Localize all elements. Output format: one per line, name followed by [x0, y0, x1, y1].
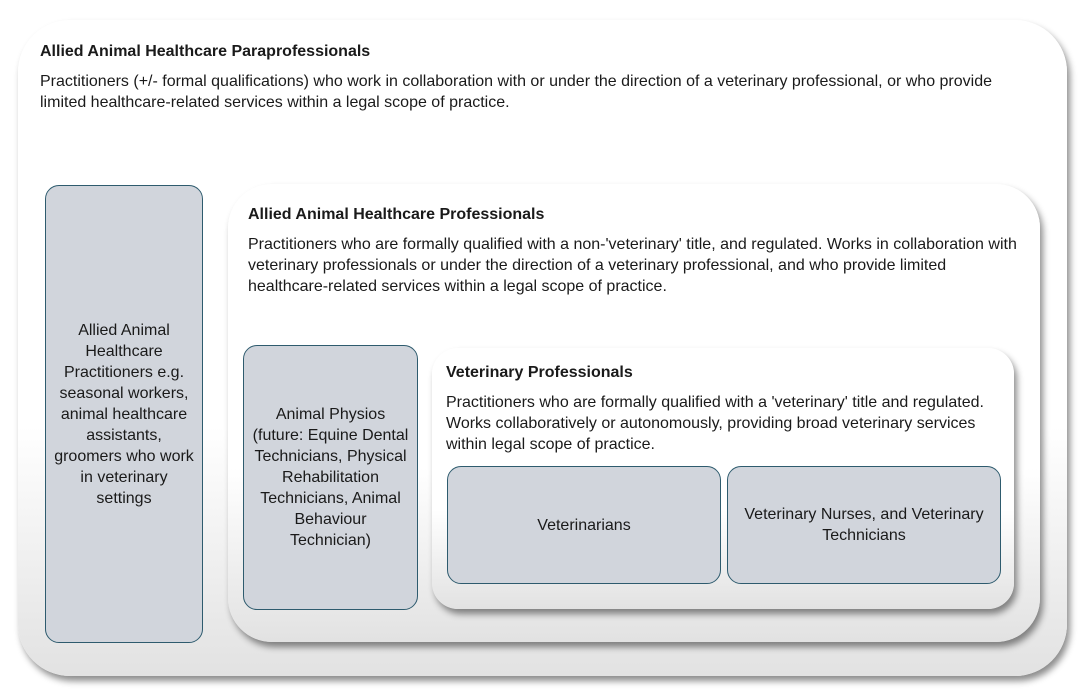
paraprofessionals-title: Allied Animal Healthcare Paraprofessionals — [40, 43, 371, 60]
professionals-description: Practitioners who are formally qualified with a non-'veterinary' title, and regulated. Works in collaboration with veterinary professionals or under the direction of a veterinary professional, and who provide limited healthcare-related services within a legal scope of practice. — [248, 236, 1017, 295]
practitioners-card — [45, 185, 203, 643]
paraprofessionals-description: Practitioners (+/- formal qualifications) who work in collaboration with or under the direction of a veterinary professional, or who provide limited healthcare-related services within a legal scope of practice. — [40, 73, 993, 111]
physios-card-label: Animal Physios (future: Equine Dental Technicians, Physical Rehabilitation Technicians, Animal Behaviour Technician) — [252, 406, 409, 549]
veterinarians-card-label: Veterinarians — [537, 516, 631, 534]
physios-card — [243, 345, 418, 610]
professionals-title: Allied Animal Healthcare Professionals — [248, 206, 545, 223]
nurses-card — [727, 466, 1001, 584]
veterinary-professionals-title: Veterinary Professionals — [446, 364, 633, 381]
veterinary-professionals-description: Practitioners who are formally qualified with a 'veterinary' title and regulated. Works collaboratively or autonomously, providing broad veterinary services within legal scope of practice. — [446, 394, 984, 453]
practitioners-card-label: Allied Animal Healthcare Practitioners e.g. seasonal workers, animal healthcare assistants, groomers who work in veterinary settings — [54, 321, 194, 507]
veterinarians-card — [447, 466, 721, 584]
nurses-card-label: Veterinary Nurses, and Veterinary Technicians — [744, 506, 984, 544]
